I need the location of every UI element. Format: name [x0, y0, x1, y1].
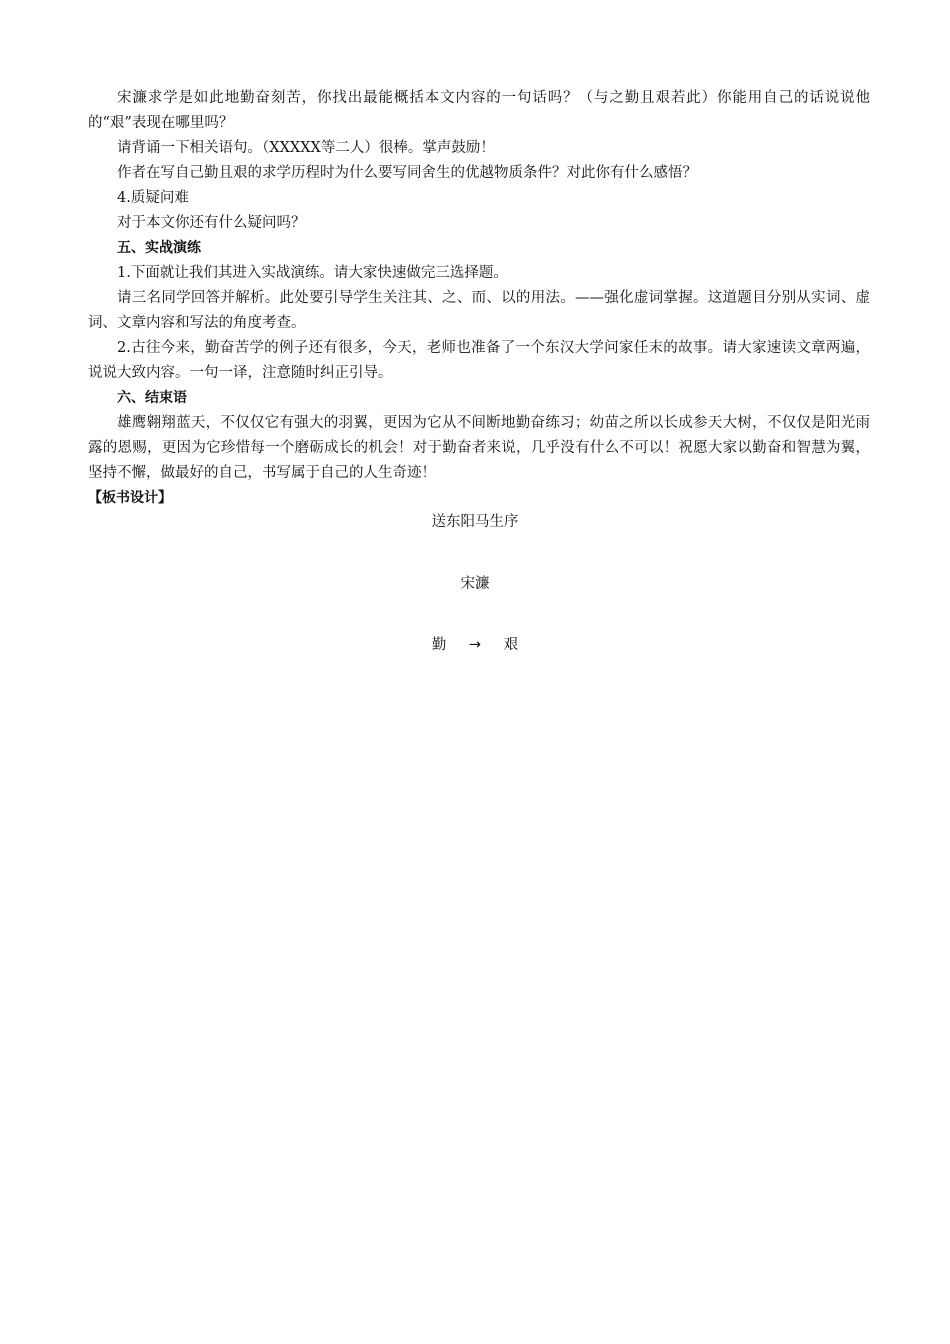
- board-flow-left: 勤: [431, 637, 447, 653]
- board-author: 宋濂: [460, 576, 490, 592]
- paragraph-practice-2: 2.古往今来，勤奋苦学的例子还有很多，今天，老师也准备了一个东汉大学问家任末的故事。请大家速读文章两遍，说说大致内容。一句一译，注意随时纠正引导。: [88, 340, 870, 381]
- paragraph-summary-question: 宋濂求学是如此地勤奋刻苦，你找出最能概括本文内容的一句话吗？（与之勤且艰若此）你能用自己的话说说他的“艰”表现在哪里吗？: [88, 90, 870, 131]
- paragraph-conclusion: 雄鹰翱翔蓝天，不仅仅它有强大的羽翼，更因为它从不间断地勤奋练习；幼苗之所以长成参天大树，不仅仅是阳光雨露的恩赐，更因为它珍惜每一个磨砺成长的机会！对于勤奋者来说，几乎没有什么不可以！祝愿大家以勤奋和智慧为翼，坚持不懈，做最好的自己，书写属于自己的人生奇迹！: [88, 415, 870, 481]
- section-heading-conclusion: 六、结束语: [117, 390, 187, 406]
- board-flow-right: 艰: [503, 637, 519, 653]
- arrow-right-icon: →: [468, 637, 482, 653]
- paragraph-practice-analysis: 请三名同学回答并解析。此处要引导学生关注其、之、而、以的用法。——强化虚词掌握。这道题目分别从实词、虚词、文章内容和写法的角度考查。: [88, 290, 870, 331]
- paragraph-contrast-question: 作者在写自己勤且艰的求学历程时为什么要写同舍生的优越物质条件？对此你有什么感悟？: [117, 165, 697, 181]
- paragraph-recite: 请背诵一下相关语句。（XXXXX等二人）很棒。掌声鼓励！: [117, 140, 495, 156]
- board-flow: [0, 633, 950, 654]
- paragraph-doubt: 对于本文你还有什么疑问吗？: [117, 215, 306, 231]
- paragraph-question-heading: 4.质疑问难: [117, 190, 189, 206]
- board-title: 送东阳马生序: [431, 514, 519, 530]
- paragraph-practice-1: 1.下面就让我们其进入实战演练。请大家快速做完三选择题。: [117, 265, 508, 281]
- board-design-label: 【板书设计】: [88, 490, 172, 506]
- document-body: [88, 86, 870, 511]
- section-heading-practice: 五、实战演练: [117, 240, 201, 256]
